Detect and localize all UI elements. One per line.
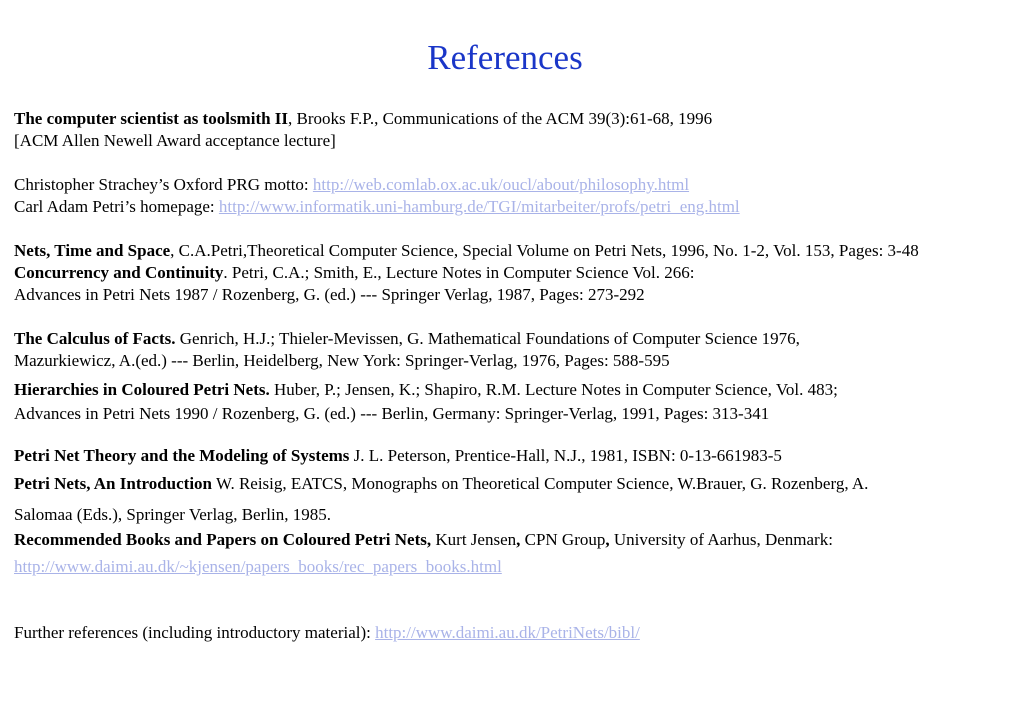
jensen-papers-link[interactable]: http://www.daimi.au.dk/~kjensen/papers_books/rec_papers_books.html [14, 557, 502, 576]
ref-text: Huber, P.; Jensen, K.; Shapiro, R.M. Lecture Notes in Computer Science, Vol. 483; [269, 380, 838, 399]
ref-text: Carl Adam Petri’s homepage: [14, 197, 219, 216]
ref-text: Kurt Jensen [431, 530, 517, 549]
ref-calculus-facts-line2: Mazurkiewicz, A.(ed.) --- Berlin, Heidelberg, New York: Springer-Verlag, 1976, Pages: 588-595 [14, 351, 670, 370]
ref-hierarchies-line2: Advances in Petri Nets 1990 / Rozenberg, G. (ed.) --- Berlin, Germany: Springer-Verlag, 1991, Pages: 313-341 [14, 404, 770, 423]
ref-jensen [14, 530, 833, 550]
ref-nets-time-space [14, 241, 919, 261]
ref-reisig [14, 474, 868, 494]
ref-hierarchies [14, 380, 838, 400]
petri-homepage-link[interactable]: http://www.informatik.uni-hamburg.de/TGI/mitarbeiter/profs/petri_eng.html [218, 197, 740, 216]
ref-title: Hierarchies in Coloured Petri Nets. [14, 380, 270, 399]
ref-concurrency-line2: Advances in Petri Nets 1987 / Rozenberg, G. (ed.) --- Springer Verlag, 1987, Pages: 273-292 [14, 285, 645, 304]
ref-text: Genrich, H.J.; Thieler-Mevissen, G. Mathematical Foundations of Computer Science 1976, [175, 329, 800, 348]
ref-separator: , [605, 530, 610, 549]
ref-title: Concurrency and Continuity [14, 263, 224, 282]
ref-text: . Petri, C.A.; Smith, E., Lecture Notes in Computer Science Vol. 266: [223, 263, 695, 282]
ref-reisig-line2: Salomaa (Eds.), Springer Verlag, Berlin, 1985. [14, 505, 331, 524]
ref-title: Petri Net Theory and the Modeling of Systems [14, 446, 350, 465]
ref-text: Christopher Strachey’s Oxford PRG motto: [14, 175, 313, 194]
ref-title: Petri Nets, An Introduction [14, 474, 213, 493]
ref-further [14, 623, 640, 643]
page-title: References [427, 38, 583, 77]
ref-title: The computer scientist as toolsmith II [14, 109, 289, 128]
ref-concurrency [14, 263, 694, 283]
strachey-link[interactable]: http://web.comlab.ox.ac.uk/oucl/about/philosophy.html [312, 175, 690, 194]
ref-calculus-facts [14, 329, 800, 349]
ref-peterson [14, 446, 782, 466]
ref-text: CPN Group [520, 530, 606, 549]
ref-brooks [14, 109, 712, 129]
ref-title: The Calculus of Facts. [14, 329, 176, 348]
ref-text: J. L. Peterson, Prentice-Hall, N.J., 1981, ISBN: 0-13-661983-5 [349, 446, 782, 465]
ref-petri-homepage [14, 197, 740, 217]
ref-jensen-line2 [14, 557, 502, 577]
ref-title: Recommended Books and Papers on Coloured Petri Nets, [14, 530, 432, 549]
ref-text: , Brooks F.P., Communications of the ACM 39(3):61-68, 1996 [288, 109, 713, 128]
ref-separator: , [516, 530, 521, 549]
ref-text: Further references (including introductory material): [14, 623, 376, 642]
ref-text: W. Reisig, EATCS, Monographs on Theoretical Computer Science, W.Brauer, G. Rozenberg, A. [212, 474, 869, 493]
further-references-link[interactable]: http://www.daimi.au.dk/PetriNets/bibl/ [375, 623, 640, 642]
ref-brooks-line2: [ACM Allen Newell Award acceptance lecture] [14, 131, 336, 150]
ref-strachey [14, 175, 689, 195]
ref-text: , C.A.Petri,Theoretical Computer Science, Special Volume on Petri Nets, 1996, No. 1-2, Vol. 153, Pages: 3-48 [170, 241, 919, 260]
ref-title: Nets, Time and Space [14, 241, 171, 260]
ref-text: University of Aarhus, Denmark: [609, 530, 833, 549]
